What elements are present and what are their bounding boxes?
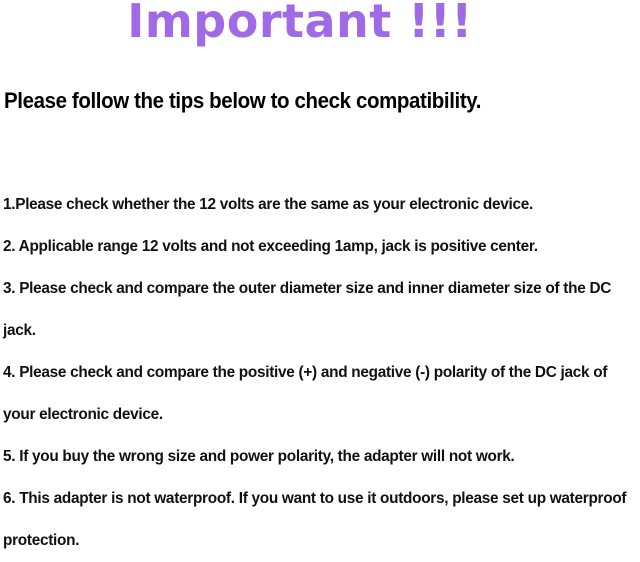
tip-item: 2. Applicable range 12 volts and not exceeding 1amp, jack is positive center. xyxy=(3,238,538,255)
tips-list xyxy=(3,184,640,562)
tip-item: 5. If you buy the wrong size and power polarity, the adapter will not work. xyxy=(3,448,515,465)
subtitle: Please follow the tips below to check compatibility. xyxy=(4,88,482,113)
tip-item: 3. Please check and compare the outer diameter size and inner diameter size of the DC jack. xyxy=(3,280,612,339)
page-title: Important !!! xyxy=(127,0,473,48)
tip-item: 4. Please check and compare the positive (+) and negative (-) polarity of the DC jack of your electronic device. xyxy=(3,364,608,423)
tip-item: 6. This adapter is not waterproof. If you want to use it outdoors, please set up waterproof protection. xyxy=(3,490,627,549)
tip-item: 1.Please check whether the 12 volts are the same as your electronic device. xyxy=(3,196,533,213)
